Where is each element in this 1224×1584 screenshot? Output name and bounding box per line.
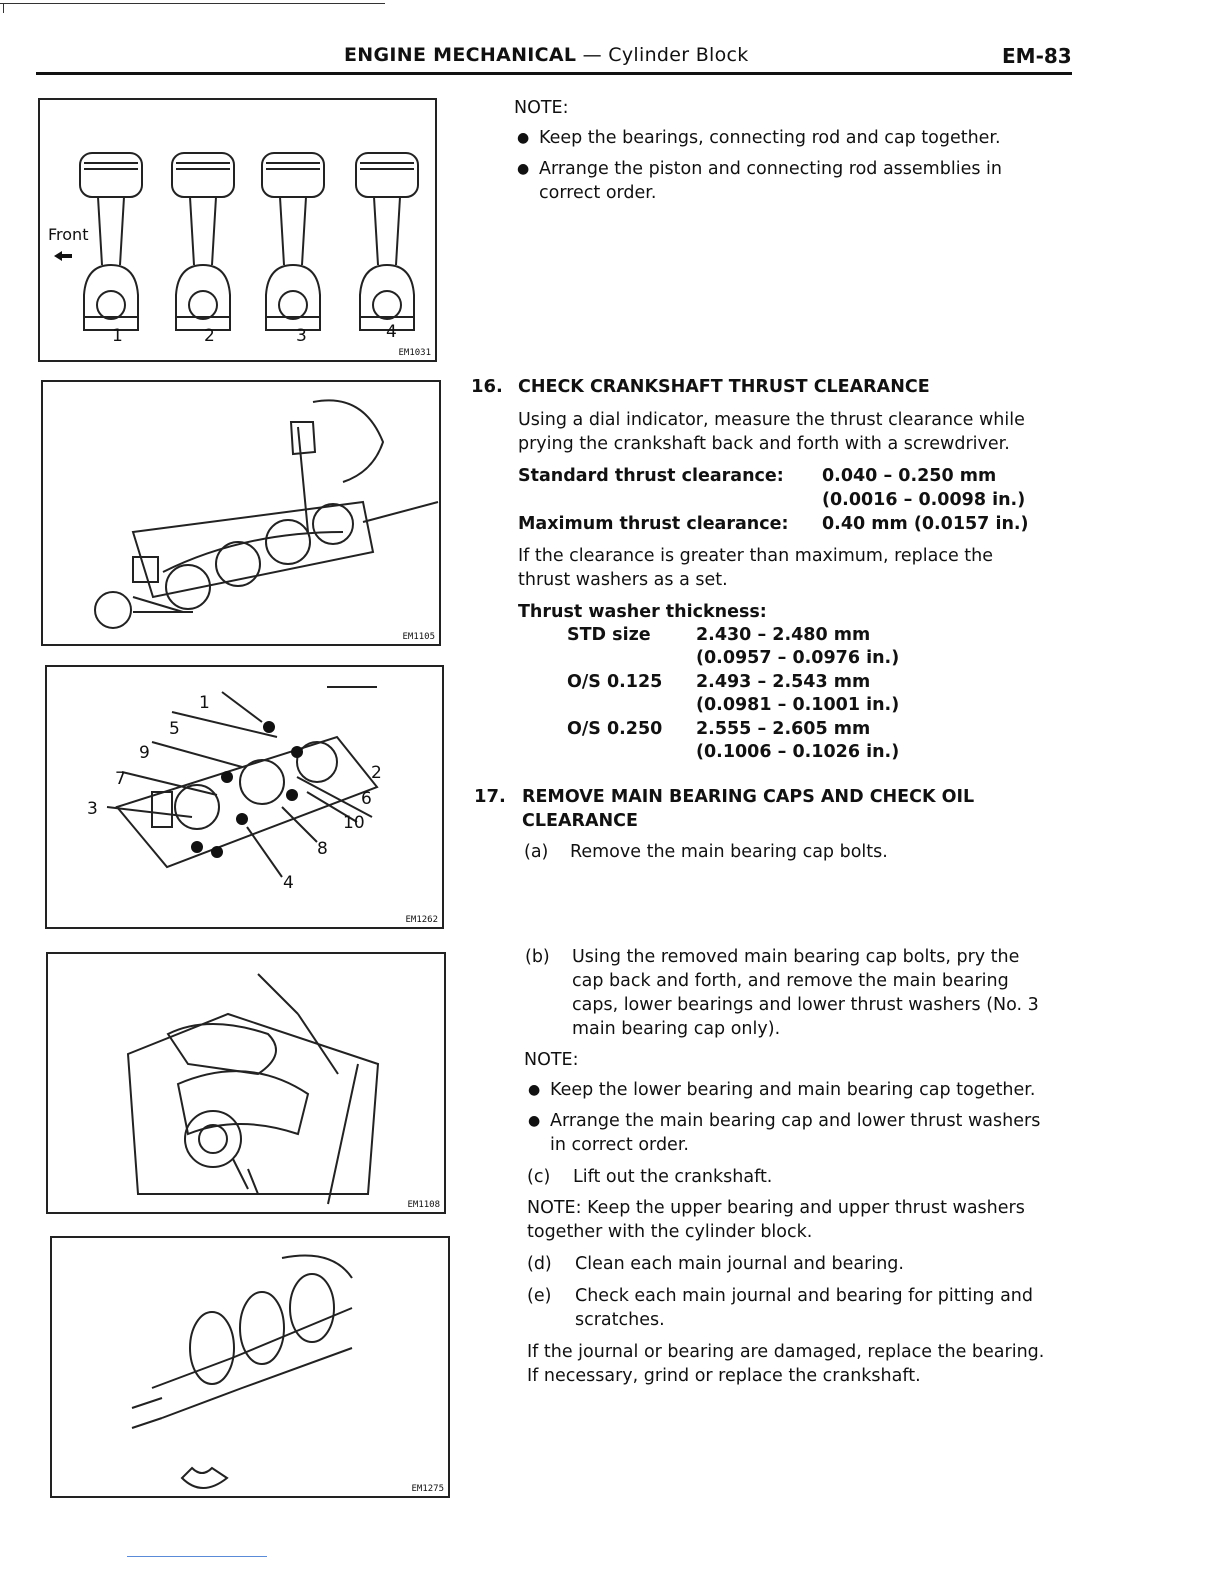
paragraph: prying the crankshaft back and forth with a screwdriver.	[518, 434, 1010, 454]
spec-label: Standard thrust clearance:	[518, 466, 784, 486]
figure-dial-indicator	[41, 380, 441, 646]
note-bullet-cont: correct order.	[539, 183, 657, 203]
note-label: NOTE:	[514, 98, 569, 118]
top-edge-line	[0, 3, 385, 4]
piston-number: 4	[386, 322, 397, 342]
figure-code: EM1275	[411, 1484, 444, 1494]
front-arrow-icon	[54, 251, 72, 261]
spec-value: 0.040 – 0.250 mm	[822, 466, 997, 486]
washer-size: STD size	[567, 625, 651, 645]
note-label: NOTE:	[524, 1050, 579, 1070]
substep-label: (a)	[524, 842, 549, 862]
washer-in: (0.0981 – 0.1001 in.)	[696, 695, 900, 715]
substep-text: Using the removed main bearing cap bolts, pry the	[572, 947, 1020, 967]
note-text: NOTE: Keep the upper bearing and upper thrust washers	[527, 1198, 1025, 1218]
pistons-drawing	[40, 100, 435, 360]
bolt-order-drawing	[47, 667, 442, 927]
figure-code: EM1108	[407, 1200, 440, 1210]
bolt-number: 5	[169, 719, 180, 739]
washer-size: O/S 0.250	[567, 719, 663, 739]
substep-text: caps, lower bearings and lower thrust washers (No. 3	[572, 995, 1039, 1015]
step-number: 17.	[474, 786, 506, 807]
bolt-number: 9	[139, 743, 150, 763]
washer-mm: 2.430 – 2.480 mm	[696, 625, 871, 645]
remove-cap-drawing	[48, 954, 444, 1212]
bolt-number: 6	[361, 789, 372, 809]
bottom-link-line	[127, 1556, 267, 1557]
figure-code: EM1262	[405, 915, 438, 925]
spec-label: Thrust washer thickness:	[518, 602, 767, 622]
substep-text: Check each main journal and bearing for pitting and	[575, 1286, 1034, 1306]
page-number: EM-83	[1002, 44, 1072, 68]
paragraph: thrust washers as a set.	[518, 570, 728, 590]
figure-pistons	[38, 98, 437, 362]
step-number: 16.	[471, 376, 503, 397]
bolt-number: 8	[317, 839, 328, 859]
crankshaft-drawing	[52, 1238, 448, 1496]
bolt-number: 4	[283, 873, 294, 893]
header-subtitle: — Cylinder Block	[582, 44, 749, 66]
bolt-number: 1	[199, 693, 210, 713]
bolt-number: 3	[87, 799, 98, 819]
spec-value: 0.40 mm (0.0157 in.)	[822, 514, 1029, 534]
header-title: ENGINE MECHANICAL	[344, 44, 577, 66]
washer-mm: 2.493 – 2.543 mm	[696, 672, 871, 692]
substep-text: cap back and forth, and remove the main bearing	[572, 971, 1009, 991]
front-label: Front	[48, 225, 89, 244]
washer-in: (0.0957 – 0.0976 in.)	[696, 648, 900, 668]
substep-text: Lift out the crankshaft.	[573, 1167, 773, 1187]
piston-number: 2	[204, 326, 215, 346]
paragraph: If the journal or bearing are damaged, replace the bearing.	[527, 1342, 1045, 1362]
figure-code: EM1031	[398, 348, 431, 358]
substep-label: (b)	[525, 947, 550, 967]
note-bullet: ● Arrange the piston and connecting rod assemblies in	[539, 157, 1002, 181]
substep-label: (d)	[527, 1254, 552, 1274]
note-bullet: ● Arrange the main bearing cap and lower thrust washers	[550, 1109, 1040, 1133]
washer-size: O/S 0.125	[567, 672, 663, 692]
piston-number: 3	[296, 326, 307, 346]
piston-number: 1	[112, 326, 123, 346]
note-bullet-cont: in correct order.	[550, 1135, 689, 1155]
figure-remove-cap	[46, 952, 446, 1214]
note-bullet: ● Keep the bearings, connecting rod and cap together.	[539, 126, 1001, 150]
paragraph: If necessary, grind or replace the crankshaft.	[527, 1366, 921, 1386]
substep-text: scratches.	[575, 1310, 665, 1330]
washer-in: (0.1006 – 0.1026 in.)	[696, 742, 900, 762]
step-title: REMOVE MAIN BEARING CAPS AND CHECK OIL	[522, 787, 975, 807]
substep-label: (c)	[527, 1167, 551, 1187]
substep-label: (e)	[527, 1286, 552, 1306]
note-bullet: ● Keep the lower bearing and main bearing cap together.	[550, 1078, 1035, 1102]
step-title: CHECK CRANKSHAFT THRUST CLEARANCE	[518, 377, 930, 397]
spec-value: (0.0016 – 0.0098 in.)	[822, 490, 1026, 510]
step-title: CLEARANCE	[522, 811, 638, 831]
washer-mm: 2.555 – 2.605 mm	[696, 719, 871, 739]
header-rule	[36, 72, 1072, 75]
figure-crankshaft	[50, 1236, 450, 1498]
spec-label: Maximum thrust clearance:	[518, 514, 789, 534]
dial-indicator-drawing	[43, 382, 439, 644]
top-edge-tick	[3, 3, 4, 13]
bolt-number: 7	[115, 769, 126, 789]
substep-text: Remove the main bearing cap bolts.	[570, 842, 888, 862]
paragraph: Using a dial indicator, measure the thrust clearance while	[518, 410, 1025, 430]
substep-text: main bearing cap only).	[572, 1019, 781, 1039]
substep-text: Clean each main journal and bearing.	[575, 1254, 904, 1274]
bolt-number: 2	[371, 763, 382, 783]
page-header	[344, 44, 749, 66]
bolt-number: 10	[343, 813, 365, 833]
figure-bolt-order	[45, 665, 444, 929]
paragraph: If the clearance is greater than maximum, replace the	[518, 546, 994, 566]
note-text: together with the cylinder block.	[527, 1222, 813, 1242]
figure-code: EM1105	[402, 632, 435, 642]
